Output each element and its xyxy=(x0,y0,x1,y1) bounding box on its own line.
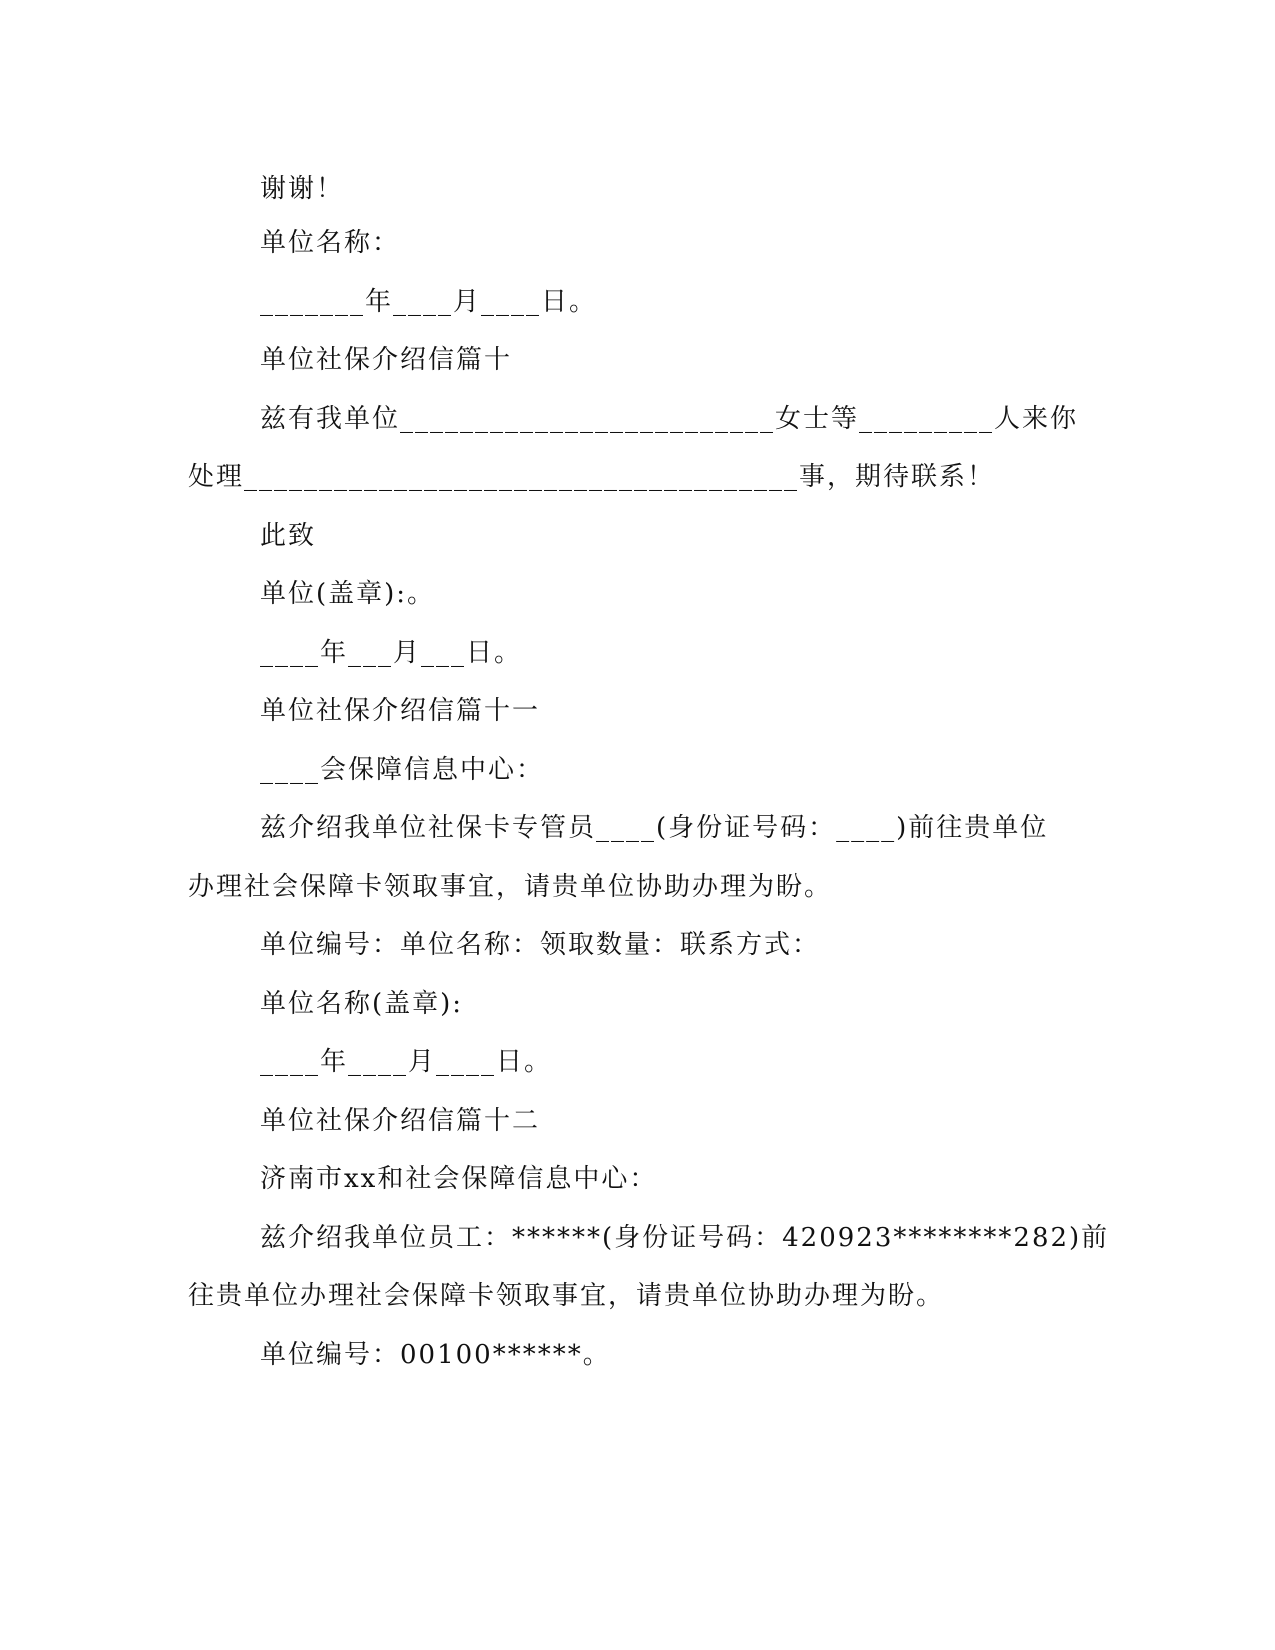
date-line: ____年___月___日。 xyxy=(260,638,523,668)
date-line: ____年____月____日。 xyxy=(260,1047,553,1077)
unit-name-label: 单位名称： xyxy=(260,228,401,258)
recipient-line: 济南市xx和社会保障信息中心： xyxy=(260,1164,658,1194)
body-paragraph-line: 兹介绍我单位社保卡专管员____(身份证号码：____)前往贵单位 xyxy=(260,813,1049,843)
body-paragraph-line: 处理_____________________________________事，期待联系！ xyxy=(188,462,996,492)
unit-info-labels: 单位编号：单位名称：领取数量：联系方式： xyxy=(260,930,821,960)
section-heading-11: 单位社保介绍信篇十一 xyxy=(260,696,541,726)
unit-seal-label: 单位名称(盖章): xyxy=(260,989,464,1019)
recipient-line: ____会保障信息中心： xyxy=(260,755,545,785)
unit-number-line: 单位编号：00100******。 xyxy=(260,1340,611,1370)
body-paragraph-line: 兹有我单位_________________________女士等_________人来你 xyxy=(260,404,1079,434)
closing-thanks: 谢谢！ xyxy=(260,174,345,204)
section-heading-10: 单位社保介绍信篇十 xyxy=(260,345,513,375)
unit-seal-label: 单位(盖章):。 xyxy=(260,579,436,609)
date-line: _______年____月____日。 xyxy=(260,287,598,317)
body-paragraph-line: 办理社会保障卡领取事宜，请贵单位协助办理为盼。 xyxy=(188,872,833,902)
salutation: 此致 xyxy=(260,521,317,551)
body-paragraph-line: 兹介绍我单位员工：******(身份证号码：420923********282)前 xyxy=(260,1223,1110,1253)
body-paragraph-line: 往贵单位办理社会保障卡领取事宜，请贵单位协助办理为盼。 xyxy=(188,1281,945,1311)
section-heading-12: 单位社保介绍信篇十二 xyxy=(260,1106,541,1136)
